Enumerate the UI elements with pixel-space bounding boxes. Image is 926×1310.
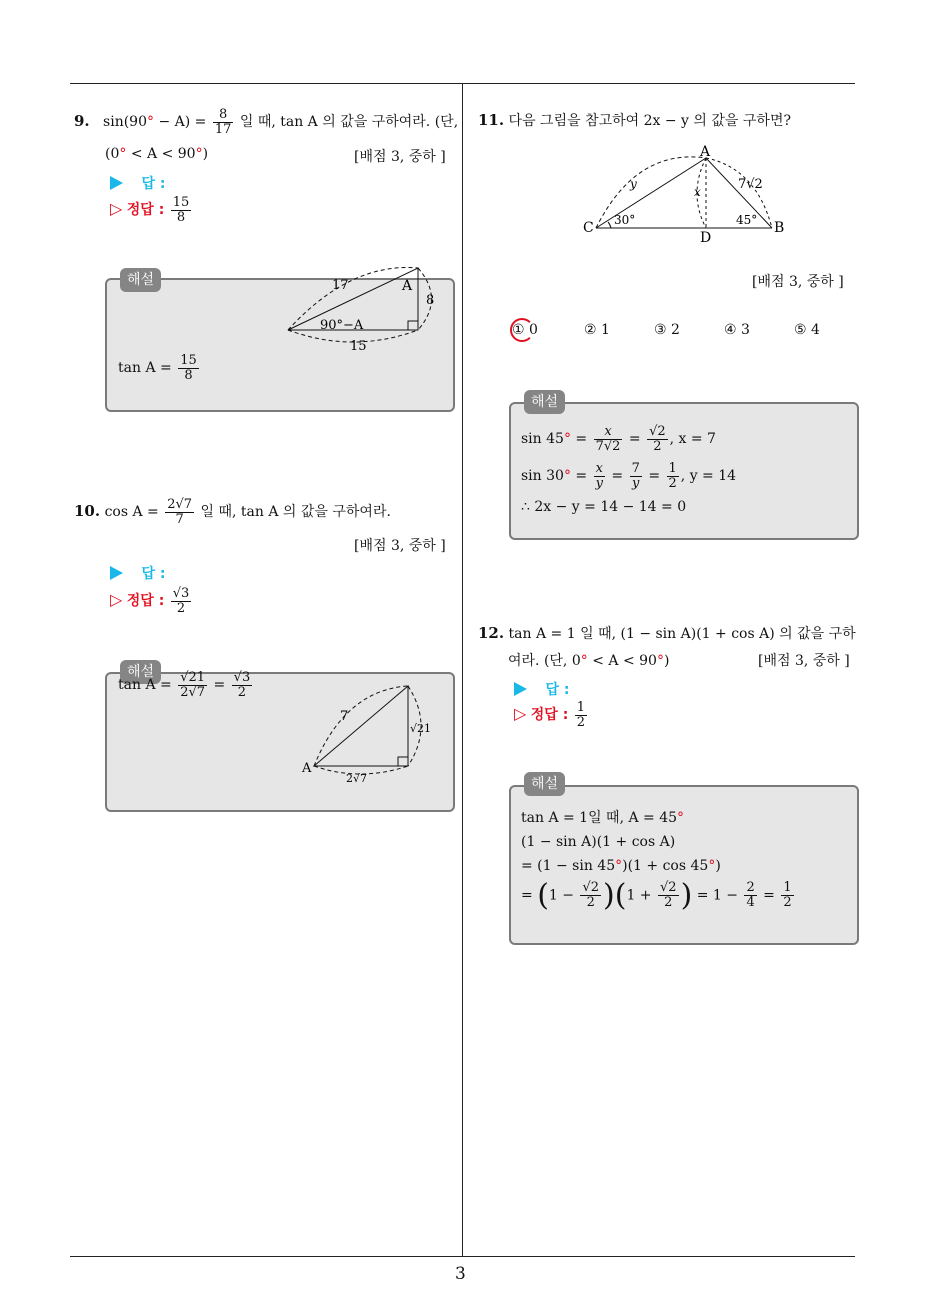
column-divider bbox=[462, 83, 463, 1257]
correct-arrow-icon: ▷ bbox=[110, 590, 123, 610]
correct-arrow-icon: ▷ bbox=[110, 199, 123, 219]
q9-stem-line2: (0° < A < 90°) bbox=[105, 146, 209, 162]
q9-triangle-figure bbox=[280, 262, 440, 354]
q9-score: [배점 3, 중하 ] bbox=[354, 149, 446, 165]
q11-fig-angleC: 30° bbox=[614, 213, 636, 227]
q11-exp-line3: ∴ 2x − y = 14 − 14 = 0 bbox=[521, 499, 687, 515]
q12-number: 12. bbox=[478, 624, 505, 642]
q10-score: [배점 3, 중하 ] bbox=[354, 538, 446, 554]
q12-exp-line3: = (1 − sin 45°)(1 + cos 45°) bbox=[521, 858, 721, 874]
q10-number: 10. bbox=[74, 502, 101, 521]
q11-explanation-tag: 해설 bbox=[524, 390, 565, 414]
q11-figure bbox=[578, 142, 790, 246]
q9-explanation-tag: 해설 bbox=[120, 268, 161, 292]
q11-fig-AB: 7√2 bbox=[738, 177, 763, 192]
q10-stem-line1: 10. cos A = $\frac{2√7}{7}$ 일 때, tan A 의 값을 구하여라. bbox=[74, 497, 391, 527]
q11-fig-A: A bbox=[700, 144, 711, 160]
q11-exp-line2: sin 30° = $\frac{x}{y}$ = $\frac{7}{y}$ = $\frac{1}{2}$ , y = 14 bbox=[521, 461, 737, 491]
q11-fig-angleB: 45° bbox=[736, 213, 758, 227]
q11-fig-y: y bbox=[630, 177, 637, 191]
q11-fig-B: B bbox=[774, 220, 785, 236]
q11-choice-5[interactable]: ⑤ 4 bbox=[794, 322, 820, 338]
q11-fig-C: C bbox=[583, 220, 594, 236]
q11-fig-x: x bbox=[694, 185, 701, 199]
q10-fig-hyp: 7 bbox=[340, 709, 349, 724]
q11-exp-line1: sin 45° = $\frac{x}{7√2}$ = $\frac{√2}{2}$ , x = 7 bbox=[521, 424, 716, 454]
q11-choice-3[interactable]: ③ 2 bbox=[654, 322, 680, 338]
q11-choice-4[interactable]: ④ 3 bbox=[724, 322, 750, 338]
q11-stem: 11. 다음 그림을 참고하여 2x − y 의 값을 구하면? bbox=[478, 111, 791, 129]
q12-score: [배점 3, 중하 ] bbox=[758, 653, 850, 669]
correct-arrow-icon: ▷ bbox=[514, 704, 527, 724]
q12-correct-row: ▷ 정답 : $\frac{1}{2}$ bbox=[514, 700, 586, 730]
q12-exp-line2: (1 − sin A)(1 + cos A) bbox=[521, 834, 676, 850]
q10-triangle-figure bbox=[300, 680, 440, 790]
q9-stem-line1: 9. sin(90° − A) = $\frac{8}{17}$ 일 때, tan A 의 값을 구하여라. (단, bbox=[74, 107, 459, 137]
q11-number: 11. bbox=[478, 111, 505, 129]
q12-exp-line4: = (1 − $\frac{√2}{2}$ )(1 + $\frac{√2}{2}$ ) = 1 − $\frac{2}{4}$ = $\frac{1}{2}$ bbox=[521, 878, 792, 913]
q11-score: [배점 3, 중하 ] bbox=[752, 274, 844, 290]
q12-exp-line1: tan A = 1일 때, A = 45° bbox=[521, 810, 685, 826]
q9-number: 9. bbox=[74, 112, 90, 131]
q12-explanation-tag: 해설 bbox=[524, 772, 565, 796]
q11-fig-D: D bbox=[700, 230, 712, 246]
q12-stem-line2: 여라. (단, 0° < A < 90°) bbox=[508, 653, 670, 669]
q9-fig-opp: 8 bbox=[426, 293, 435, 308]
q10-correct-row: ▷ 정답 : $\frac{√3}{2}$ bbox=[110, 586, 190, 616]
q10-explanation-text: tan A = $\frac{√21}{2√7}$ = $\frac{√3}{2}$ bbox=[118, 670, 251, 700]
q9-explanation-text: tan A = $\frac{15}{8}$ bbox=[118, 353, 197, 383]
q12-answer-row: 답 : bbox=[514, 679, 569, 699]
answer-arrow-icon bbox=[514, 682, 527, 696]
q10-fig-vertex: A bbox=[302, 761, 312, 776]
q11-choice-2[interactable]: ② 1 bbox=[584, 322, 610, 338]
answer-arrow-icon bbox=[110, 566, 123, 580]
q11-selected-circle bbox=[510, 318, 534, 342]
q9-fig-angle: 90°−A bbox=[320, 318, 364, 333]
q9-fig-vertex: A bbox=[402, 278, 413, 294]
q9-fraction: $\frac{8}{17}$ bbox=[214, 107, 232, 137]
q12-stem-line1: 12. tan A = 1 일 때, (1 − sin A)(1 + cos A) 의 값을 구하 bbox=[478, 624, 856, 642]
q11-choice-1[interactable]: ① 0 bbox=[512, 322, 538, 338]
q9-correct-row: ▷ 정답 : $\frac{15}{8}$ bbox=[110, 195, 190, 225]
answer-arrow-icon bbox=[110, 176, 123, 190]
q10-fig-adj: 2√7 bbox=[346, 772, 368, 785]
q10-answer-row: 답 : bbox=[110, 563, 165, 583]
q9-fig-hyp: 17 bbox=[332, 278, 349, 293]
q9-fig-adj: 15 bbox=[350, 339, 367, 354]
page-number: 3 bbox=[455, 1264, 466, 1284]
q10-fig-opp: √21 bbox=[410, 722, 432, 735]
q10-explanation-tag: 해설 bbox=[120, 660, 161, 684]
q9-answer-row: 답 : bbox=[110, 173, 165, 193]
